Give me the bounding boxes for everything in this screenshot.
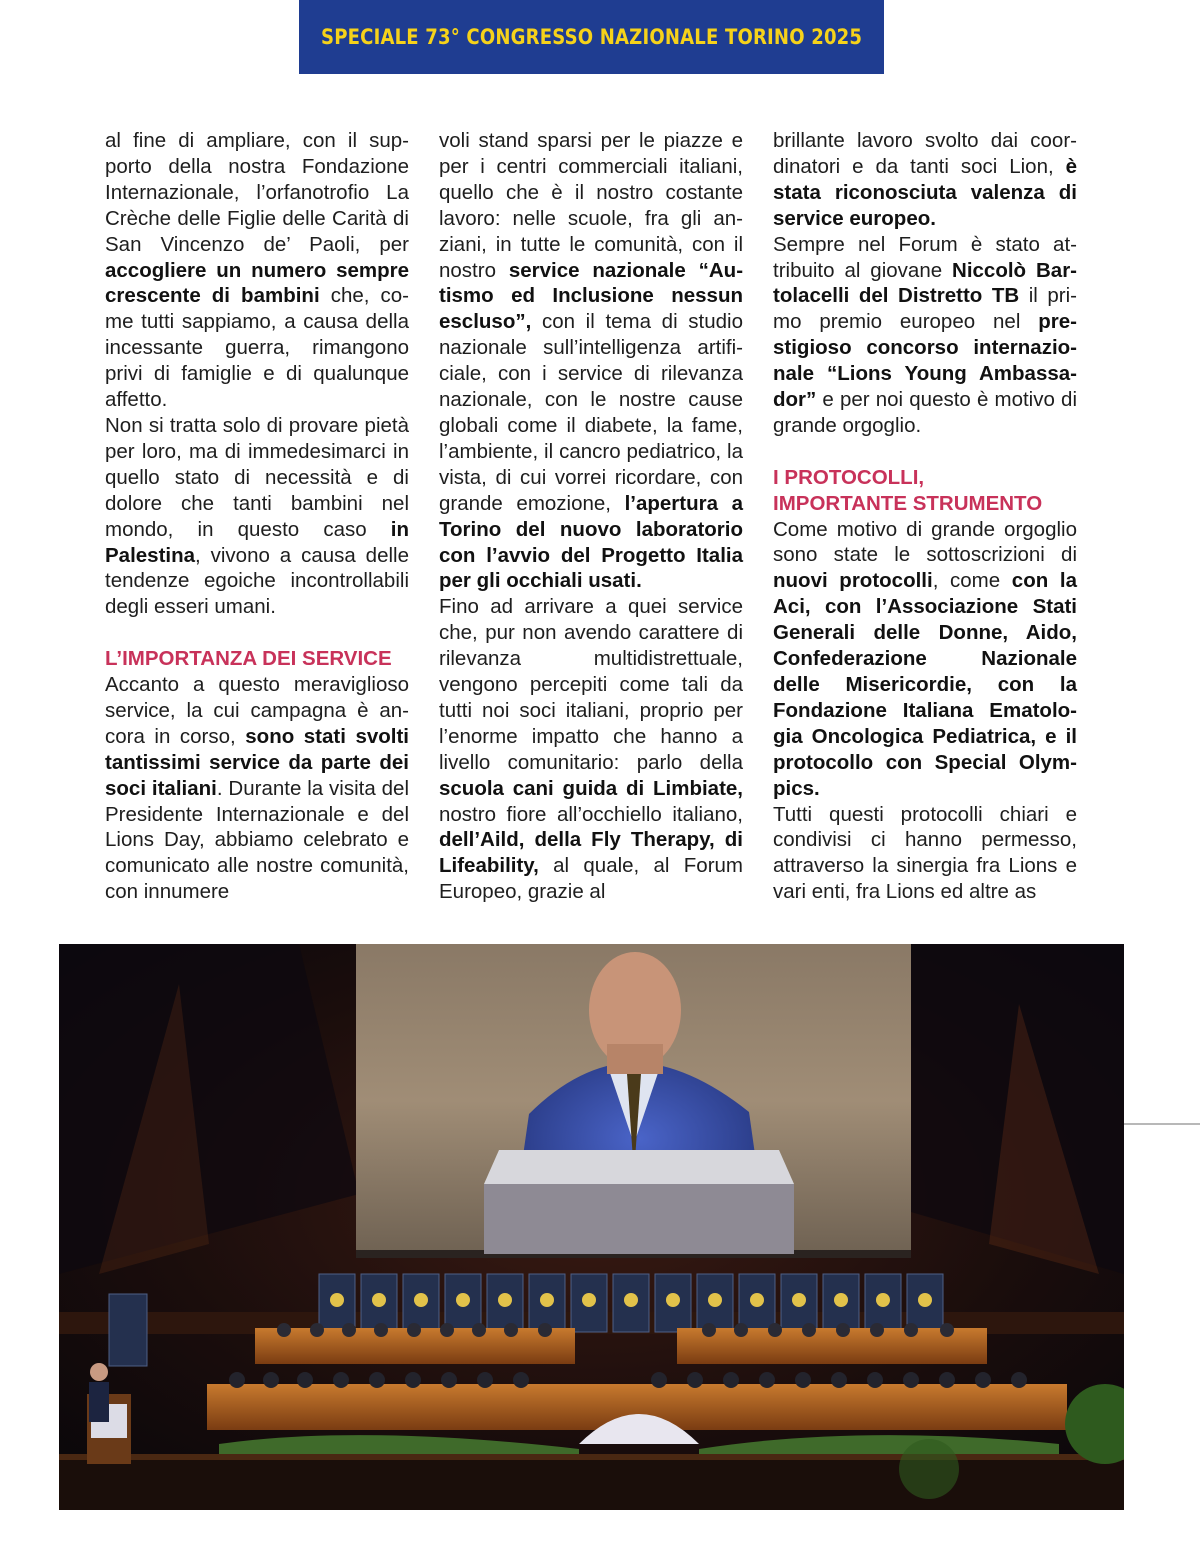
section-heading: IMPORTANTE STRUMENTO: [773, 491, 1043, 515]
body-paragraph: [105, 672, 409, 905]
text-run: Fino ad arrivare a quei service che, pur non avendo carattere di rilevanza multidistrettuale, vengono percepiti come tali da tutti noi soci italiani, proprio per l’enorme impatto che hanno a livello comunitario: parlo della: [439, 595, 743, 774]
bold-text: in Palestina: [105, 517, 409, 567]
article-column-2: [439, 128, 743, 905]
bold-text: sono stati svolti tantissimi service da parte dei soci italiani: [105, 724, 409, 800]
section-banner-title: SPECIALE 73° CONGRESSO NAZIONALE TORINO 2025: [320, 25, 863, 49]
paragraph-spacer: [773, 439, 1077, 465]
text-run: . Durante la visita del Presidente Internazionale e del Lions Day, abbiamo celebrato e comunicato alle nostre comunità, con innumere: [105, 776, 409, 904]
body-paragraph: [439, 128, 743, 594]
body-paragraph: [773, 232, 1077, 439]
text-run: Sempre nel Forum è stato attribuito al giovane: [773, 232, 1077, 282]
section-banner: [299, 0, 884, 74]
bold-text: accogliere un numero sempre crescente di bambini: [105, 258, 409, 308]
bold-text: dell’Aild, della Fly Therapy, di Lifeability,: [439, 828, 743, 878]
body-paragraph: [773, 802, 1077, 906]
bold-text: prestigioso concorso internazionale “Lions Young Ambassador”: [773, 310, 1077, 412]
bold-text: nuovi protocolli: [773, 569, 933, 593]
body-paragraph: [773, 128, 1077, 232]
bold-text: con la Aci, con l’Associazione Stati Generali delle Donne, Aido, Confederazione Nazionale delle Misericordie, con la Fondazione Italiana Ematologia Oncologica Pediatrica, e il protocollo con Special Olympics.: [773, 569, 1077, 800]
section-heading: I PROTOCOLLI,: [773, 465, 925, 489]
article-column-3: [773, 128, 1077, 905]
text-run: Non si tratta solo di provare pietà per loro, ma di immedesimarci in quello stato di necessità e di dolore che tanti bambini nel mondo, in questo caso: [105, 413, 409, 541]
article-column-1: [105, 128, 409, 905]
congress-stage-photo: [59, 944, 1124, 1510]
text-run: voli stand sparsi per le piazze e per i centri commerciali italiani, quello che è il nostro costante lavoro: nelle scuole, fra gli anziani, in tutte le comunità, con il nostro: [439, 129, 743, 282]
bold-text: scuola cani guida di Limbiate,: [439, 776, 743, 800]
bold-text: service nazionale “Autismo ed Inclusione nessun escluso”,: [439, 258, 744, 334]
text-run: Come motivo di grande orgoglio sono state le sottoscrizioni di: [773, 517, 1077, 567]
text-run: , vivono a causa delle tendenze egoiche incontrollabili degli esseri umani.: [105, 543, 409, 619]
text-run: e per noi questo è motivo di grande orgoglio.: [773, 388, 1077, 437]
text-run: Tutti questi protocolli chiari e condivisi ci hanno permesso, attraverso la sinergia fra Lions e vari enti, fra Lions ed altre as: [773, 802, 1077, 904]
text-run: al fine di ampliare, con il supporto della nostra Fondazione Internazionale, l’orfanotrofio La Crèche delle Figlie delle Carità di San Vincenzo de’ Paoli, per: [105, 129, 409, 256]
text-run: il primo premio europeo nel: [773, 284, 1077, 334]
paragraph-spacer: [105, 620, 409, 646]
text-run: nostro fiore all’occhiello italiano,: [439, 802, 743, 826]
bold-text: l’apertura a Torino del nuovo laboratorio con l’avvio del Progetto Italia per gli occhiali usati.: [439, 491, 743, 593]
section-heading: L’IMPORTANZA DEI SERVICE: [105, 647, 392, 671]
bold-text: è stata riconosciuta valenza di service europeo.: [773, 154, 1077, 230]
bold-text: Niccolò Bartolacelli del Distretto TB: [773, 258, 1077, 308]
body-paragraph: [105, 413, 409, 620]
text-run: al quale, al Forum Europeo, grazie al: [439, 854, 743, 904]
text-run: che, come tutti sappiamo, a causa della incessante guerra, rimangono privi di famiglie e di qualunque affetto.: [105, 284, 409, 412]
text-run: con il tema di studio nazionale sull’intelligenza artificiale, con i service di rilevanza nazionale, con le nostre cause globali come il diabete, la fame, l’ambiente, il cancro pediatrico, la vista, di cui vorrei ricordare, con grande emozione,: [439, 310, 743, 515]
body-paragraph: [439, 594, 743, 905]
body-paragraph: [105, 128, 409, 413]
text-run: brillante lavoro svolto dai coordinatori e da tanti soci Lion,: [773, 129, 1077, 178]
text-run: Accanto a questo meraviglioso service, la cui campagna è ancora in corso,: [105, 673, 409, 748]
text-run: , come: [932, 569, 1012, 593]
body-paragraph: [773, 517, 1077, 802]
page-edge-rule: [1124, 1123, 1200, 1125]
